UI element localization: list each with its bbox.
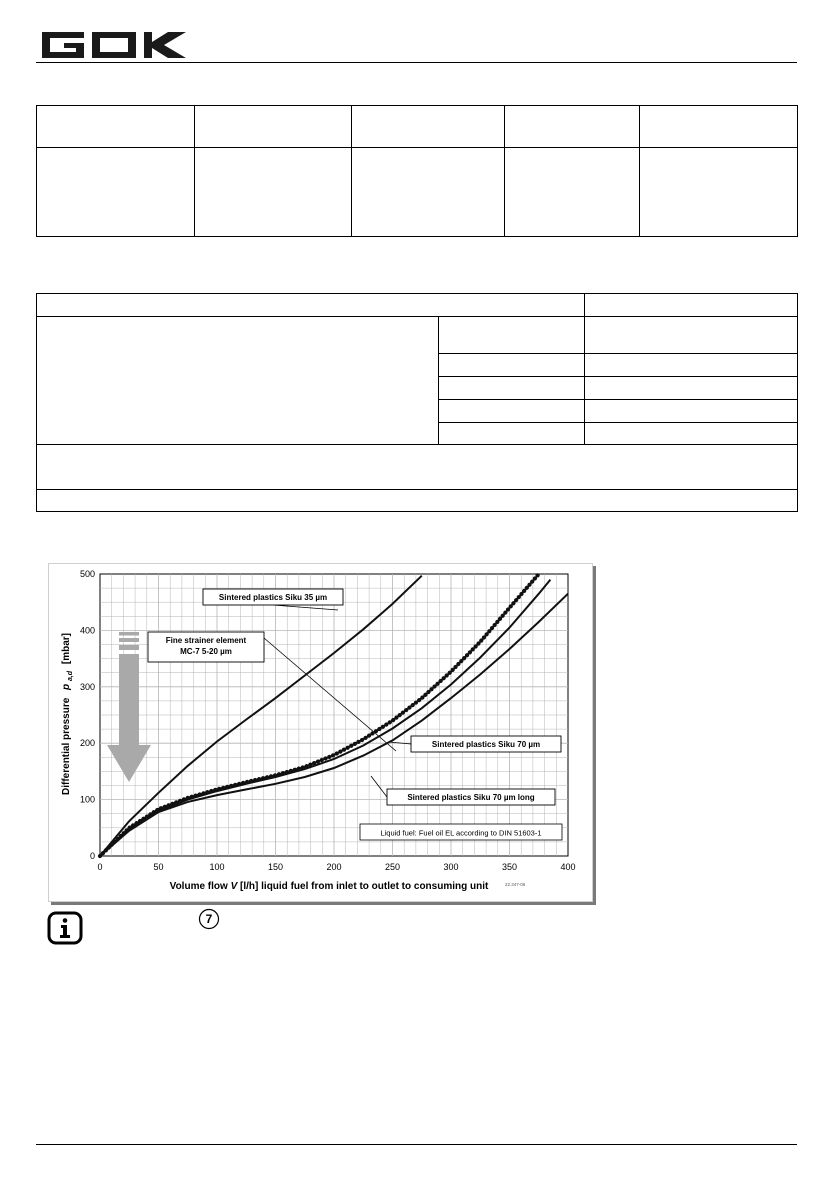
info-icon bbox=[47, 911, 83, 945]
x-tick-label: 0 bbox=[97, 862, 103, 872]
svg-text:7: 7 bbox=[205, 912, 213, 926]
note-text: Liquid fuel: Fuel oil EL according to DIN 51603-1 bbox=[380, 828, 542, 838]
x-tick-label: 150 bbox=[267, 862, 284, 872]
header-rule bbox=[36, 62, 797, 63]
x-tick-label: 200 bbox=[326, 862, 342, 872]
series-label-text: MC-7 5-20 µm bbox=[180, 647, 232, 656]
x-tick-label: 50 bbox=[153, 862, 164, 872]
gok-logo bbox=[40, 30, 192, 60]
footer-rule bbox=[36, 1144, 797, 1145]
series-label-text: Sintered plastics Siku 70 µm long bbox=[407, 793, 535, 802]
y-tick-label: 400 bbox=[79, 625, 95, 636]
circled-number-icon bbox=[197, 907, 227, 931]
series-label-text: Sintered plastics Siku 35 µm bbox=[218, 593, 328, 602]
x-tick-label: 250 bbox=[384, 862, 401, 872]
y-tick-label: 300 bbox=[79, 681, 95, 692]
spec-table-top bbox=[36, 105, 798, 237]
pressure-loss-chart bbox=[48, 563, 593, 902]
grid bbox=[100, 574, 568, 856]
x-tick-label: 100 bbox=[209, 862, 225, 872]
arrow-bar bbox=[119, 632, 139, 636]
arrow-bar bbox=[119, 638, 139, 642]
y-axis-label: Differential pressure p $_{a,d}$ [mbar] bbox=[61, 633, 74, 795]
y-tick-label: 0 bbox=[89, 851, 95, 861]
y-tick-label: 500 bbox=[79, 569, 95, 579]
series-label-text: Sintered plastics Siku 70 µm bbox=[431, 740, 541, 749]
arrow-bar bbox=[119, 645, 139, 650]
note-box bbox=[360, 824, 562, 840]
chart-svg bbox=[49, 564, 592, 901]
spec-table-bottom bbox=[36, 293, 798, 512]
x-tick-label: 400 bbox=[560, 862, 576, 872]
x-axis-label: Volume flow V [l/h] liquid fuel from inlet to outlet to consuming unit bbox=[169, 881, 489, 892]
x-tick-label: 300 bbox=[443, 862, 459, 872]
figure-code: 22.347-06 bbox=[505, 882, 526, 887]
y-tick-label: 100 bbox=[79, 794, 95, 805]
y-tick-label: 200 bbox=[79, 738, 95, 749]
x-tick-label: 350 bbox=[501, 862, 518, 872]
series-label-text: Fine strainer element bbox=[165, 636, 247, 645]
